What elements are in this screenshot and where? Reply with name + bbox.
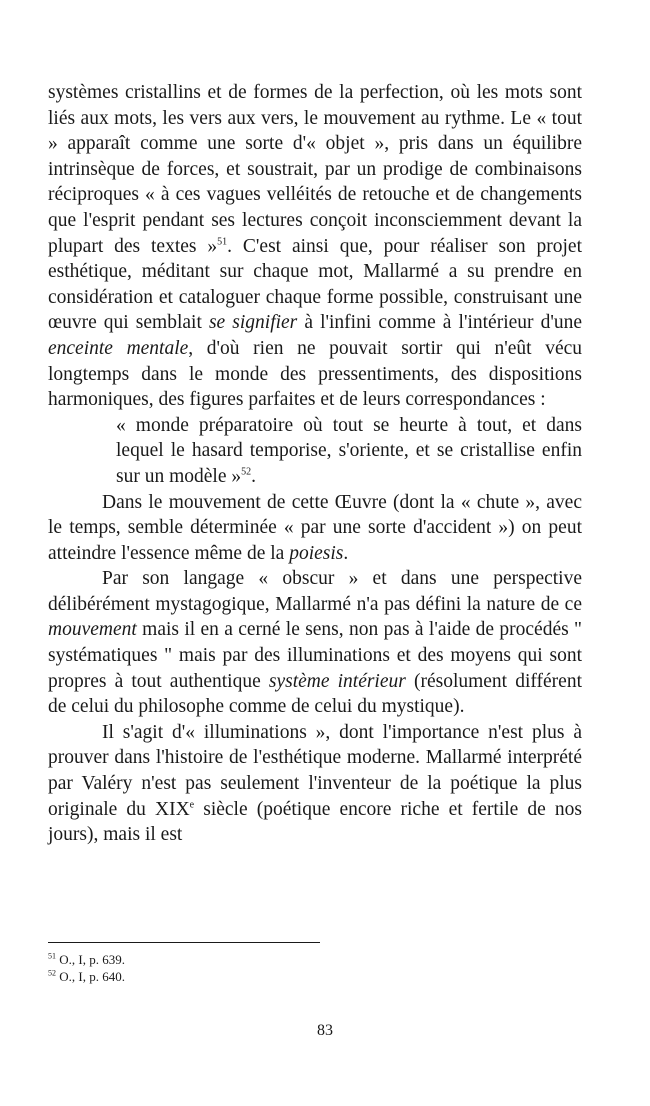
emphasis-systeme-interieur: système intérieur	[268, 670, 406, 692]
emphasis-enceinte-mentale: enceinte mentale	[48, 337, 189, 359]
footnote-52: $^{52}$ O., I, p. 640.	[48, 968, 125, 984]
footnotes	[48, 951, 582, 985]
paragraph-1: systèmes cristallins et de formes de la perfection, où les mots sont liés aux mots, les vers aux vers, le mouvement au rythme. Le « tout » apparaît comme une sorte d'« objet », pris dans un équilibre intrinsèque de forces, et soustrait, par un prodige de combinaisons réciproques « à ces vagues velléités de retouche et de changements que l'esprit pendant ses lectures conçoit inconsciemment devant la plupart des textes »$^{51}$. C'est ainsi que, pour réaliser son projet esthétique, méditant sur chaque mot, Mallarmé a su prendre en considération et cataloguer chaque forme possible, construisant une œuvre qui semblait se signifier à l'infini comme à l'intérieur d'une enceinte mentale, d'où rien ne pouvait sortir qui n'eût vécu longtemps dans le monde des pressentiments, des dispositions harmoniques, des figures parfaites et de leurs correspondances :	[48, 82, 583, 411]
paragraph-2: Dans le mouvement de cette Œuvre (dont la « chute », avec le temps, semble déterminée « par une sorte d'accident ») on peut atteindre l'essence même de la poiesis.	[48, 491, 582, 564]
footnote-ref-52: 52	[241, 466, 252, 478]
emphasis-se-signifier: se signifier	[208, 312, 298, 334]
emphasis-poiesis: poiesis	[289, 542, 344, 564]
paragraph-3: Par son langage « obscur » et dans une perspective délibérément mystagogique, Mallarmé n'a pas défini la nature de ce mouvement mais il en a cerné le sens, non pas à l'aide de procédés " systématiques " mais par des illuminations et des moyens qui sont propres à tout authentique système intérieur (résolument différent de celui du philosophe comme de celui du mystique).	[48, 568, 582, 718]
footnote-51: $^{51}$ O., I, p. 639.	[48, 951, 125, 967]
body-text	[48, 80, 582, 848]
page-number: 83	[317, 1022, 333, 1039]
superscript-e: e	[189, 799, 195, 811]
footnote-divider	[48, 942, 320, 943]
paragraph-4: Il s'agit d'« illuminations », dont l'importance n'est plus à prouver dans l'histoire de l'esthétique moderne. Mallarmé interprété par Valéry n'est pas seulement l'inventeur de la poétique la plus originale du XIXe siècle (poétique encore riche et fertile de nos jours), mais il est	[48, 721, 583, 846]
footnote-ref-51: 51	[217, 236, 228, 248]
block-quote: « monde préparatoire où tout se heurte à tout, et dans lequel le hasard temporise, s'oriente, et se cristallise enfin sur un modèle »$^{52}$.	[116, 414, 582, 487]
page-body	[48, 80, 582, 848]
emphasis-mouvement: mouvement	[48, 619, 137, 641]
